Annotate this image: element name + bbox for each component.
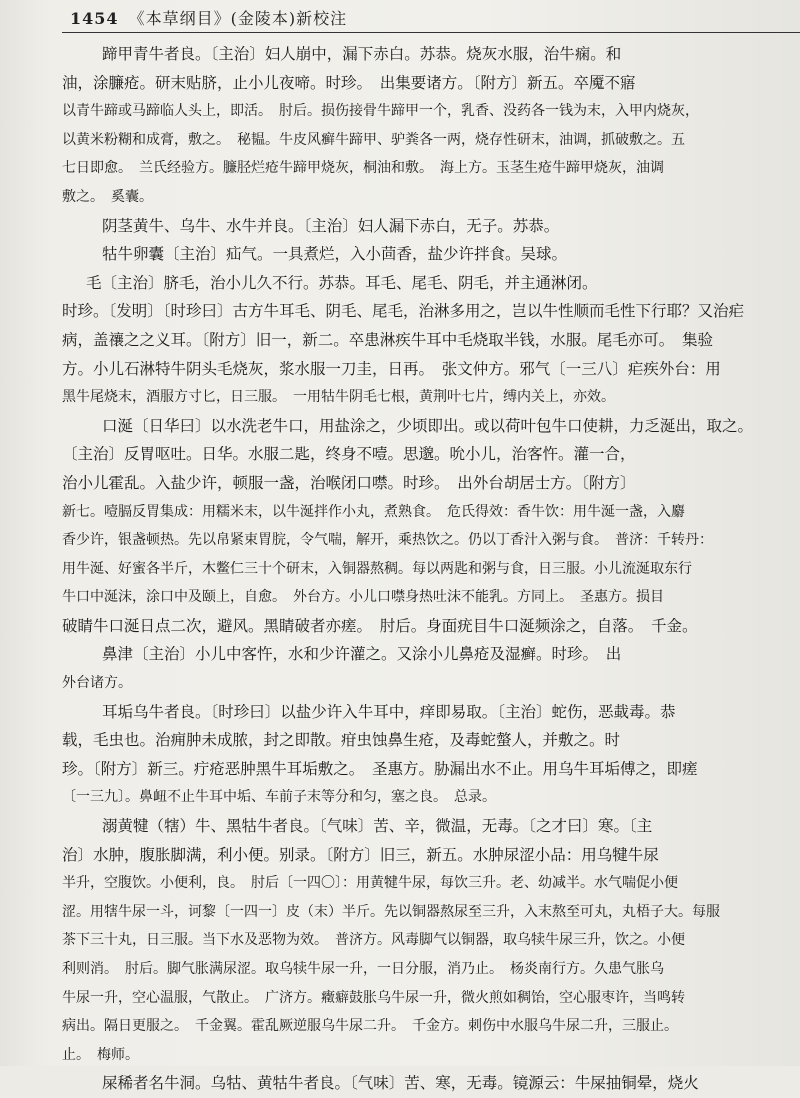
text-line: 治小儿霍乱。入盐少许，顿服一盏，治喉闭口噤。时珍。 出外台胡居士方。〔附方〕 <box>62 473 636 492</box>
text-line: 新七。噎膈反胃集成：用糯米末，以牛涎拌作小丸，煮熟食。 危氏得效：香牛饮：用牛涎一盏，入麝 <box>62 503 685 520</box>
page-body <box>62 40 784 1098</box>
text-line: 方。小儿石淋特牛阴头毛烧灰，浆水服一刀圭，日再。 张文仲方。邪气〔一三八〕疟疾外台：用 <box>62 359 721 378</box>
text-line: 载，毛虫也。治痈肿未成脓，封之即散。疳虫蚀鼻生疮，及毒蛇螫人，并敷之。时 <box>62 731 621 750</box>
text-line: 以青牛蹄或马蹄临人头上，即活。 肘后。损伤接骨牛蹄甲一个，乳香、没药各一钱为末，入甲内烧灰， <box>62 103 699 120</box>
text-line: 珍。〔附方〕新三。疔疮恶肿黑牛耳垢敷之。 圣惠方。胁漏出水不止。用乌牛耳垢傅之，即瘥 <box>62 759 698 778</box>
text-line: 鼻津〔主治〕小儿中客忤，水和少许灌之。又涂小儿鼻疮及湿癣。时珍。 出 <box>102 645 622 664</box>
text-line: 〔主治〕反胃呕吐。日华。水服二匙，终身不噎。思邈。吮小儿，治客忤。灌一合， <box>62 445 636 464</box>
text-line: 牛口中涎沫，涂口中及颐上，自愈。 外台方。小儿口噤身热吐沫不能乳。方同上。 圣惠方。损目 <box>62 589 664 606</box>
text-line: 香少许，银盏顿热。先以帛紧束胃脘，令气喘，解开，乘热饮之。仍以丁香汁入粥与食。 普济：千转丹： <box>62 532 713 549</box>
text-line: 黑牛尾烧末，酒服方寸匕，日三服。 一用牯牛阴毛七根，黄荆叶七片，缚内关上，亦效。 <box>62 389 615 406</box>
text-line: 阴茎黄牛、乌牛、水牛并良。〔主治〕妇人漏下赤白，无子。苏恭。 <box>102 216 560 235</box>
text-line: 半升，空腹饮。小便利，良。 肘后〔一四〇〕：用黄犍牛尿，每饮三升。老、幼减半。水气喘促小便 <box>62 875 678 892</box>
text-line: 溺黄犍（犗）牛、黑牯牛者良。〔气味〕苦、辛，微温，无毒。〔之才曰〕寒。〔主 <box>102 817 653 836</box>
text-line: 止。 梅师。 <box>62 1046 139 1063</box>
running-title: 《本草纲目》(金陵本)新校注 <box>128 9 348 28</box>
text-line: 茶下三十丸，日三服。当下水及恶物为效。 普济方。风毒脚气以铜器，取乌犊牛尿三升，饮之。小便 <box>62 932 685 949</box>
text-line: 病，盖禳之之义耳。〔附方〕旧一，新二。卒患淋疾牛耳中毛烧取半钱，水服。尾毛亦可。 集验 <box>62 330 714 349</box>
text-line: 耳垢乌牛者良。〔时珍曰〕以盐少许入牛耳中，痒即易取。〔主治〕蛇伤，恶蛓毒。恭 <box>102 702 676 721</box>
text-line: 牯牛卵囊〔主治〕疝气。一具煮烂，入小茴香，盐少许拌食。吴球。 <box>102 245 568 264</box>
text-line: 口涎〔日华曰〕以水洗老牛口，用盐涂之，少顷即出。或以荷叶包牛口使耕，力乏涎出，取之。 <box>102 416 754 435</box>
text-line: 牛尿一升，空心温服，气散止。 广济方。癥癖鼓胀乌牛尿一升，微火煎如稠饴，空心服枣许，当鸣转 <box>62 989 685 1006</box>
page-number: 1454 <box>70 9 119 28</box>
text-line: 屎稀者名牛洞。乌牯、黄牯牛者良。〔气味〕苦、寒，无毒。镜源云：牛屎抽铜晕，烧火 <box>102 1074 699 1093</box>
text-line: 治〕水肿，腹胀脚满，利小便。别录。〔附方〕旧三，新五。水肿尿涩小品：用乌犍牛尿 <box>62 845 659 864</box>
text-line: 破睛牛口涎日点二次，避风。黑睛破者亦瘥。 肘后。身面疣目牛口涎频涂之，自落。 千金。 <box>62 616 698 635</box>
text-line: 利则消。 肘后。脚气胀满尿涩。取乌犊牛尿一升，一日分服，消乃止。 杨炎南行方。久患气胀乌 <box>62 961 664 977</box>
header-rule <box>62 32 800 33</box>
text-line: 病出。隔日更服之。 千金翼。霍乱厥逆服乌牛尿二升。 千金方。刺伤中水服乌牛尿二升，三服止。 <box>62 1018 678 1035</box>
text-line: 敷之。 奚囊。 <box>62 188 153 205</box>
text-line: 以黄米粉糊和成膏，敷之。 秘韫。牛皮风癣牛蹄甲、驴粪各一两，烧存性研末，油调，抓破敷之。五 <box>62 131 685 148</box>
text-line: 涩。用犗牛尿一斗，诃黎〔一四一〕皮（末）半斤。先以铜器熬尿至三升，入末熬至可丸，丸梧子大。每服 <box>62 903 720 920</box>
text-line: 七日即愈。 兰氏经验方。臁胫烂疮牛蹄甲烧灰，桐油和敷。 海上方。玉茎生疮牛蹄甲烧灰，油调 <box>62 160 664 177</box>
text-line: 外台诸方。 <box>62 675 132 692</box>
text-line: 时珍。〔发明〕〔时珍曰〕古方牛耳毛、阴毛、尾毛，治淋多用之，岂以牛性顺而毛性下行耶？又治疟 <box>62 302 745 321</box>
text-line: 用牛涎、好蜜各半斤，木鳖仁三十个研末，入铜器熬稠。每以两匙和粥与食，日三服。小儿流涎取东行 <box>62 560 692 577</box>
text-line: 油，涂臁疮。研末贴脐，止小儿夜啼。时珍。 出集要诸方。〔附方〕新五。卒魇不寤 <box>62 73 636 92</box>
text-line: 蹄甲青牛者良。〔主治〕妇人崩中，漏下赤白。苏恭。烧灰水服，治牛痫。和 <box>102 45 622 63</box>
text-line: 毛〔主治〕脐毛，治小儿久不行。苏恭。耳毛、尾毛、阴毛，并主通淋闭。 <box>86 273 598 292</box>
text-line: 〔一三九〕。鼻衄不止牛耳中垢、车前子末等分和匀，塞之良。 总录。 <box>62 789 496 806</box>
